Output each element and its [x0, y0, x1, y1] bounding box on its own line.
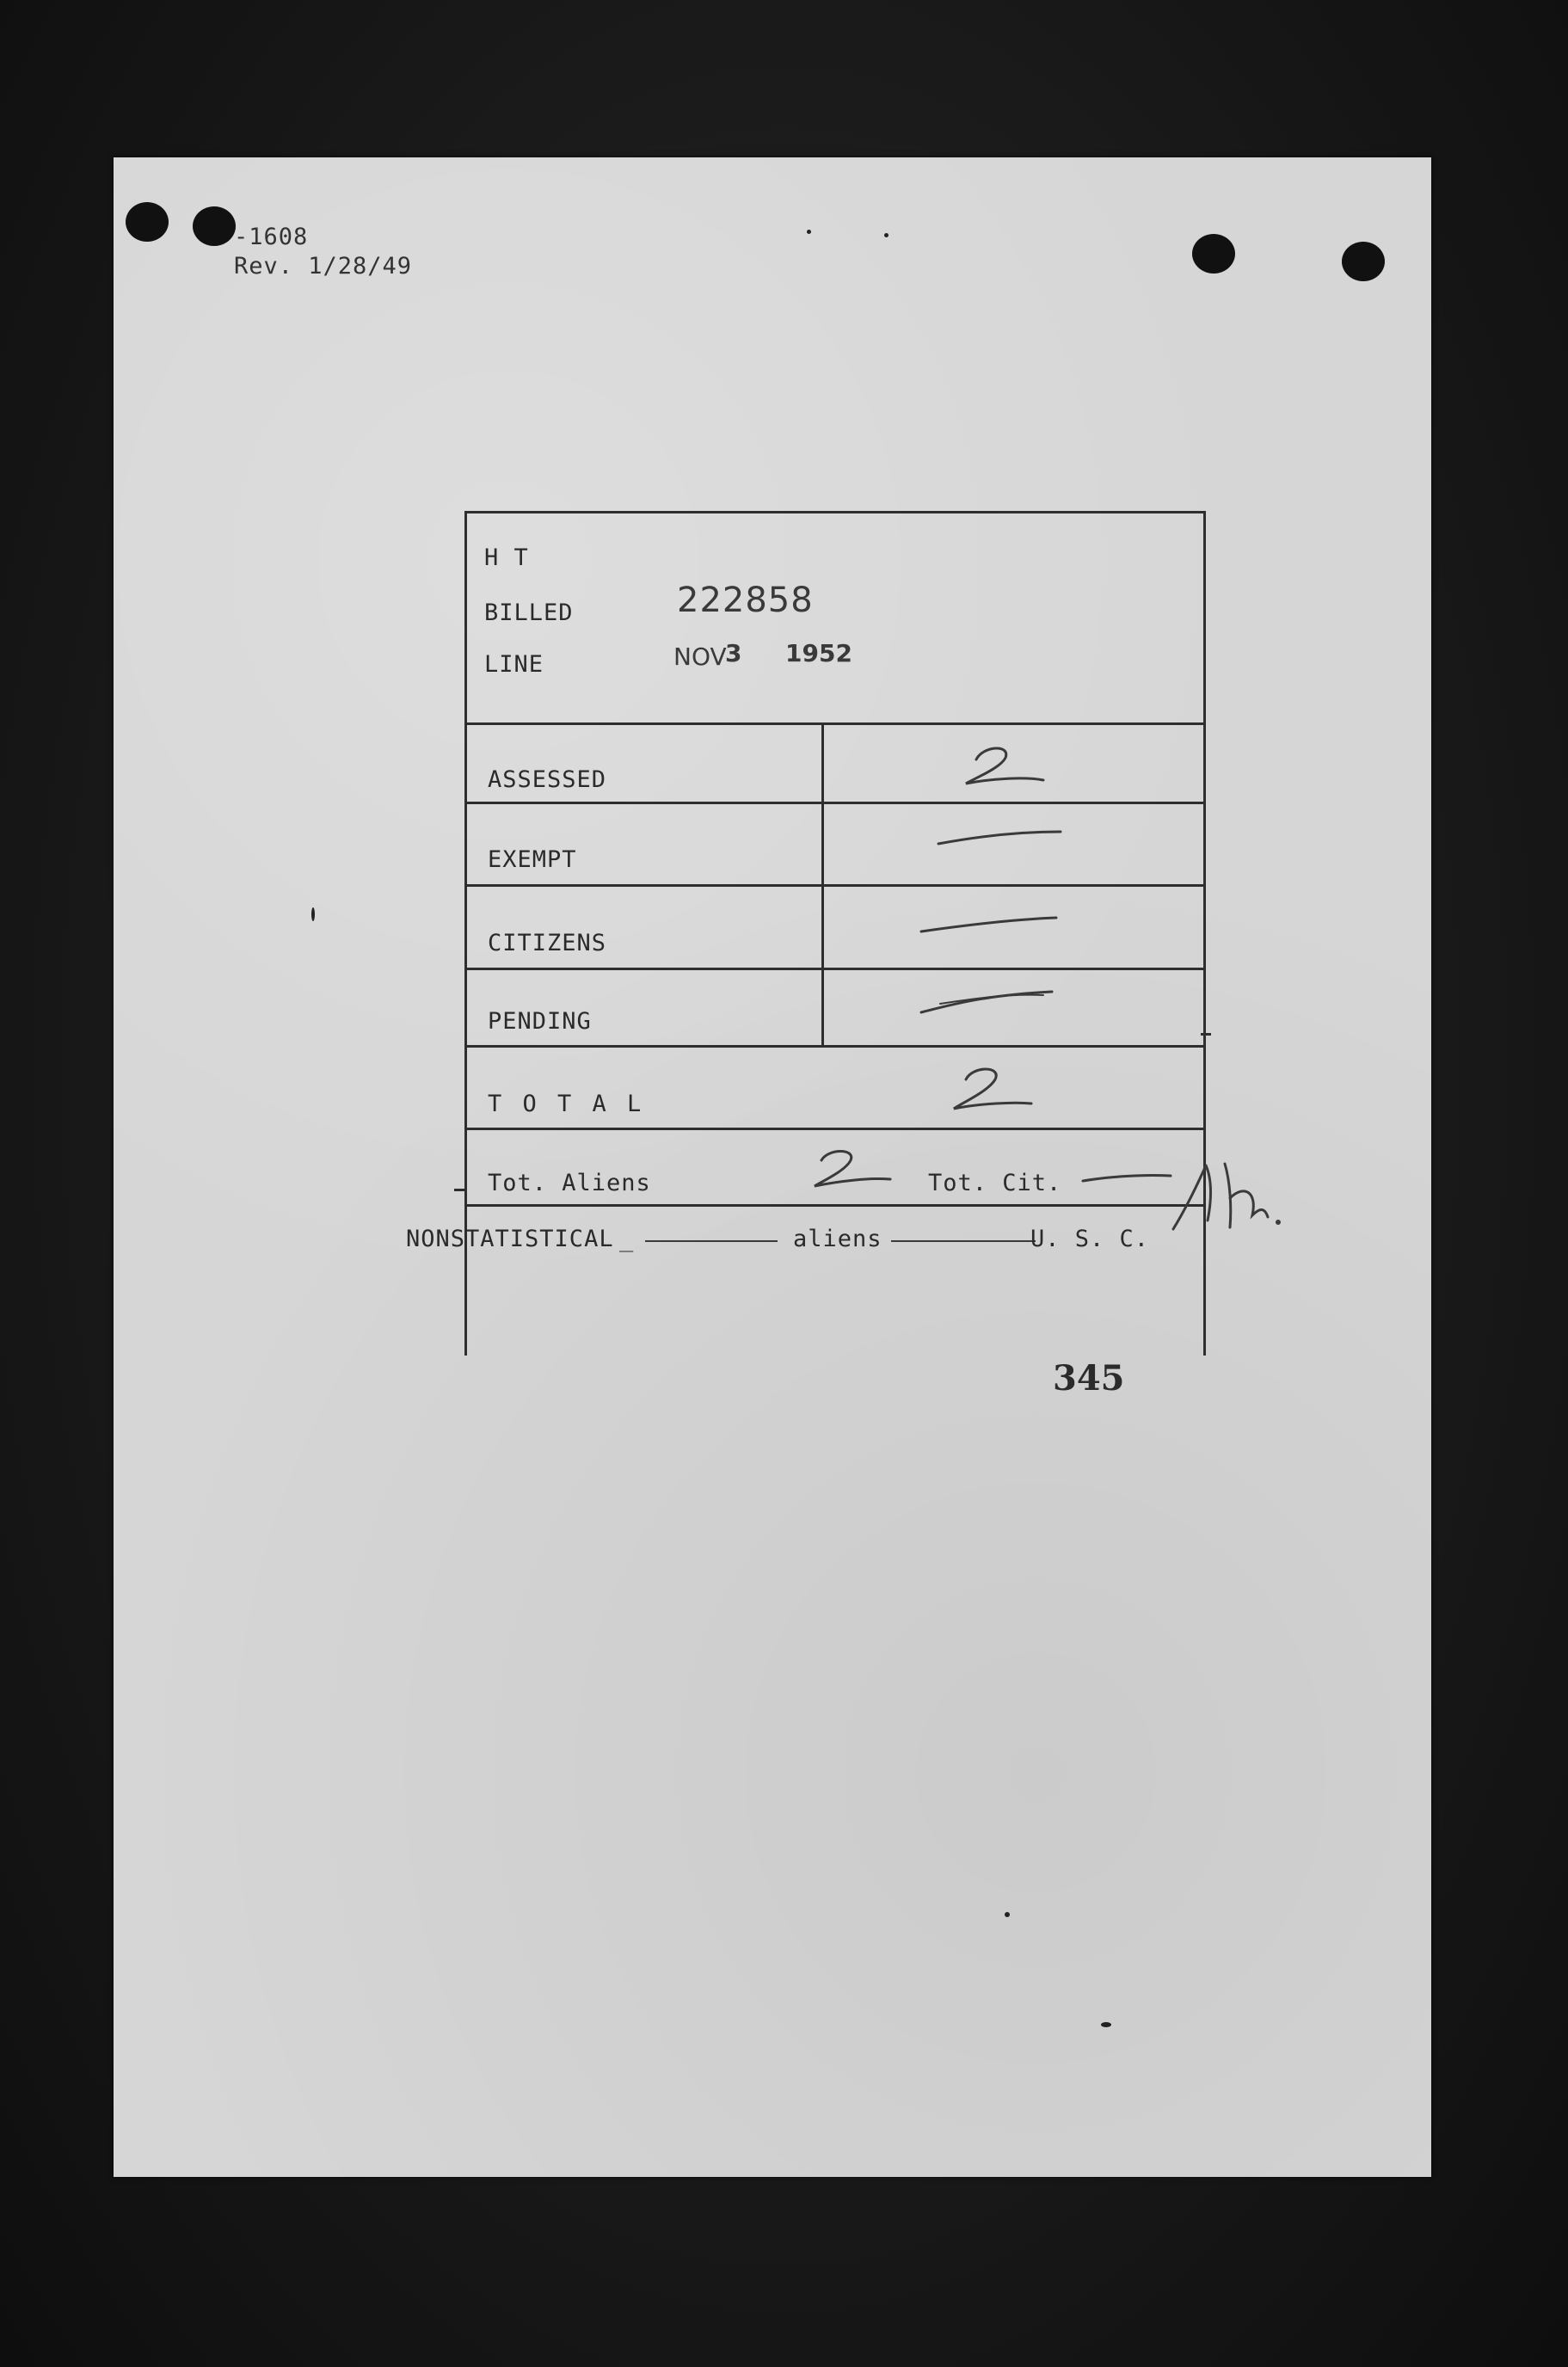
- tot-aliens-value-handwritten: [794, 1141, 914, 1202]
- box-tick-left: [454, 1189, 464, 1191]
- column-divider: [821, 722, 824, 1045]
- divider-bottom: [467, 1204, 1203, 1207]
- punch-hole-left-1: [126, 202, 169, 242]
- divider-assessed: [467, 802, 1203, 804]
- speck: [1005, 1912, 1010, 1917]
- divider-citizens: [467, 968, 1203, 970]
- tot-aliens-label: Tot. Aliens: [488, 1170, 651, 1196]
- usc-label: U. S. C.: [1030, 1226, 1150, 1252]
- speck: [884, 233, 889, 237]
- form-revision: Rev. 1/28/49: [234, 253, 413, 280]
- exempt-value-dash: [932, 821, 1078, 856]
- citizens-value-dash: [914, 907, 1069, 942]
- box-tick-right: [1201, 1033, 1211, 1036]
- billed-label: BILLED: [484, 599, 574, 626]
- punch-hole-left-2: [193, 206, 236, 246]
- row-label-citizens: CITIZENS: [488, 930, 607, 956]
- nonstatistical-underscore: _: [619, 1226, 635, 1252]
- divider-header: [467, 722, 1203, 725]
- nonstatistical-dash-lines: [640, 1233, 1242, 1250]
- punch-hole-right-2: [1342, 242, 1385, 281]
- assessed-value-handwritten: [949, 734, 1069, 794]
- row-label-assessed: ASSESSED: [488, 766, 607, 793]
- speck: [311, 907, 315, 921]
- form-number: -1608: [234, 224, 309, 250]
- nonstatistical-aliens-label: aliens: [793, 1226, 882, 1252]
- pending-value-dash: [914, 983, 1069, 1023]
- header-ht-label: H T: [484, 544, 529, 571]
- line-label: LINE: [484, 651, 544, 678]
- divider-pending: [467, 1045, 1203, 1048]
- row-label-pending: PENDING: [488, 1008, 592, 1035]
- billed-number-stamp: 222858: [677, 581, 814, 620]
- speck: [1101, 2022, 1111, 2027]
- handwritten-initials: [1161, 1147, 1299, 1250]
- nonstatistical-label: NONSTATISTICAL: [406, 1226, 614, 1252]
- date-stamp-year: 1952: [785, 639, 852, 667]
- punch-hole-right-1: [1192, 234, 1235, 274]
- row-label-exempt: EXEMPT: [488, 846, 577, 873]
- date-stamp-month: NOV: [673, 642, 727, 671]
- divider-exempt: [467, 884, 1203, 887]
- total-value-handwritten: [932, 1057, 1052, 1117]
- form-identifier: [234, 223, 412, 281]
- document-page: [114, 157, 1431, 2177]
- divider-total: [467, 1128, 1203, 1130]
- page-number: 345: [1053, 1358, 1125, 1399]
- date-stamp-day: 3: [725, 639, 742, 667]
- speck: [807, 230, 811, 234]
- tot-cit-label: Tot. Cit.: [928, 1170, 1062, 1196]
- total-label: T O T A L: [488, 1091, 645, 1117]
